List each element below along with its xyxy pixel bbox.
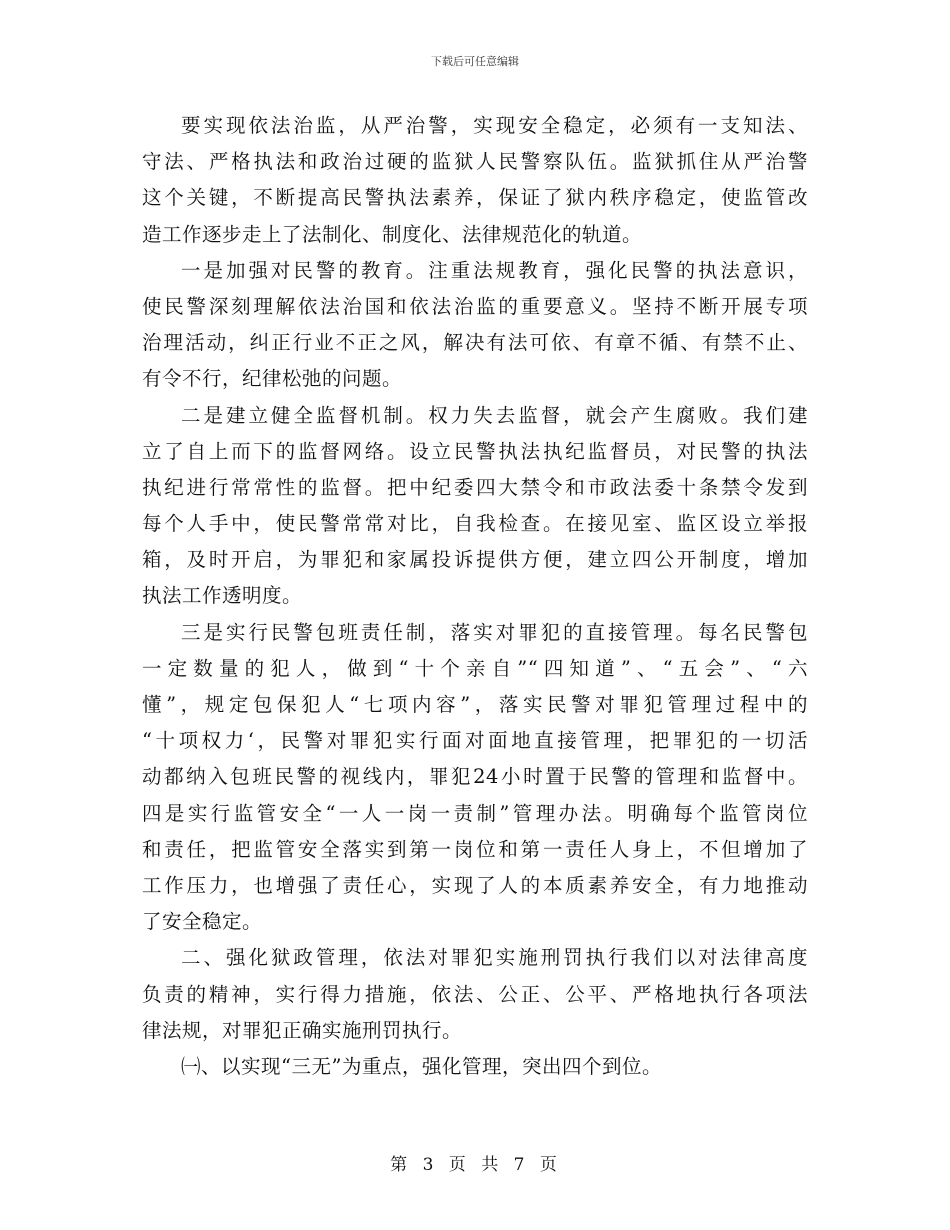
text-line: 一定数量的犯人，做到“十个亲自”“四知道”、“五会”、“六 [142,656,808,680]
text-line: 这个关键，不断提高民警执法素养，保证了狱内秩序稳定，使监管改 [142,186,808,210]
text-line: 了安全稳定。 [142,910,263,934]
text-line: “十项权力‘，民警对罪犯实行面对面地直接管理，把罪犯的一切活 [142,729,808,753]
text-line: 动都纳入包班民警的视线内，罪犯24小时置于民警的管理和监督中。 [142,765,808,789]
text-line: 治理活动，纠正行业不正之风，解决有法可依、有章不循、有禁不止、 [142,331,808,355]
text-line: 一是加强对民警的教育。注重法规教育，强化民警的执法意识， [181,258,808,282]
text-line: 三是实行民警包班责任制，落实对罪犯的直接管理。每名民警包 [181,620,808,644]
text-line: 有令不行，纪律松弛的问题。 [142,367,403,391]
text-line: 负责的精神，实行得力措施，依法、公正、公平、严格地执行各项法 [142,982,808,1006]
text-line: 箱，及时开启，为罪犯和家属投诉提供方便，建立四公开制度，增加 [142,548,808,572]
text-line: 懂”，规定包保犯人“七项内容”，落实民警对罪犯管理过程中的 [142,693,808,716]
text-line: 二、强化狱政管理，依法对罪犯实施刑罚执行我们以对法律高度 [181,946,808,970]
text-line: 每个人手中，使民警常常对比，自我检查。在接见室、监区设立举报 [142,512,808,536]
text-line: ㈠、以实现“三无”为重点，强化管理，突出四个到位。 [181,1054,662,1078]
text-line: 和责任，把监管安全落实到第一岗位和第一责任人身上，不但增加了 [142,837,808,861]
text-line: 立了自上而下的监督网络。设立民警执法执纪监督员，对民警的执法 [142,439,808,463]
page-header: 下载后可任意编辑 [431,55,519,68]
text-line: 执纪进行常常性的监督。把中纪委四大禁令和市政法委十条禁令发到 [142,475,808,499]
text-line: 执法工作透明度。 [142,584,303,608]
text-line: 使民警深刻理解依法治国和依法治监的重要意义。坚持不断开展专项 [142,294,808,318]
text-line: 造工作逐步走上了法制化、制度化、法律规范化的轨道。 [142,222,643,246]
page-number: 第 3 页 共 7 页 [390,1155,560,1175]
text-line: 四是实行监管安全“一人一岗一责制”管理办法。明确每个监管岗位 [142,801,808,825]
text-line: 二是建立健全监督机制。权力失去监督，就会产生腐败。我们建 [181,403,808,427]
text-line: 要实现依法治监，从严治警，实现安全稳定，必须有一支知法、 [181,114,808,137]
text-line: 工作压力，也增强了责任心，实现了人的本质素养安全，有力地推动 [142,873,808,897]
text-line: 守法、严格执法和政治过硬的监狱人民警察队伍。监狱抓住从严治警 [142,150,808,174]
document-body [142,108,808,1085]
text-line: 律法规，对罪犯正确实施刑罚执行。 [142,1018,463,1042]
